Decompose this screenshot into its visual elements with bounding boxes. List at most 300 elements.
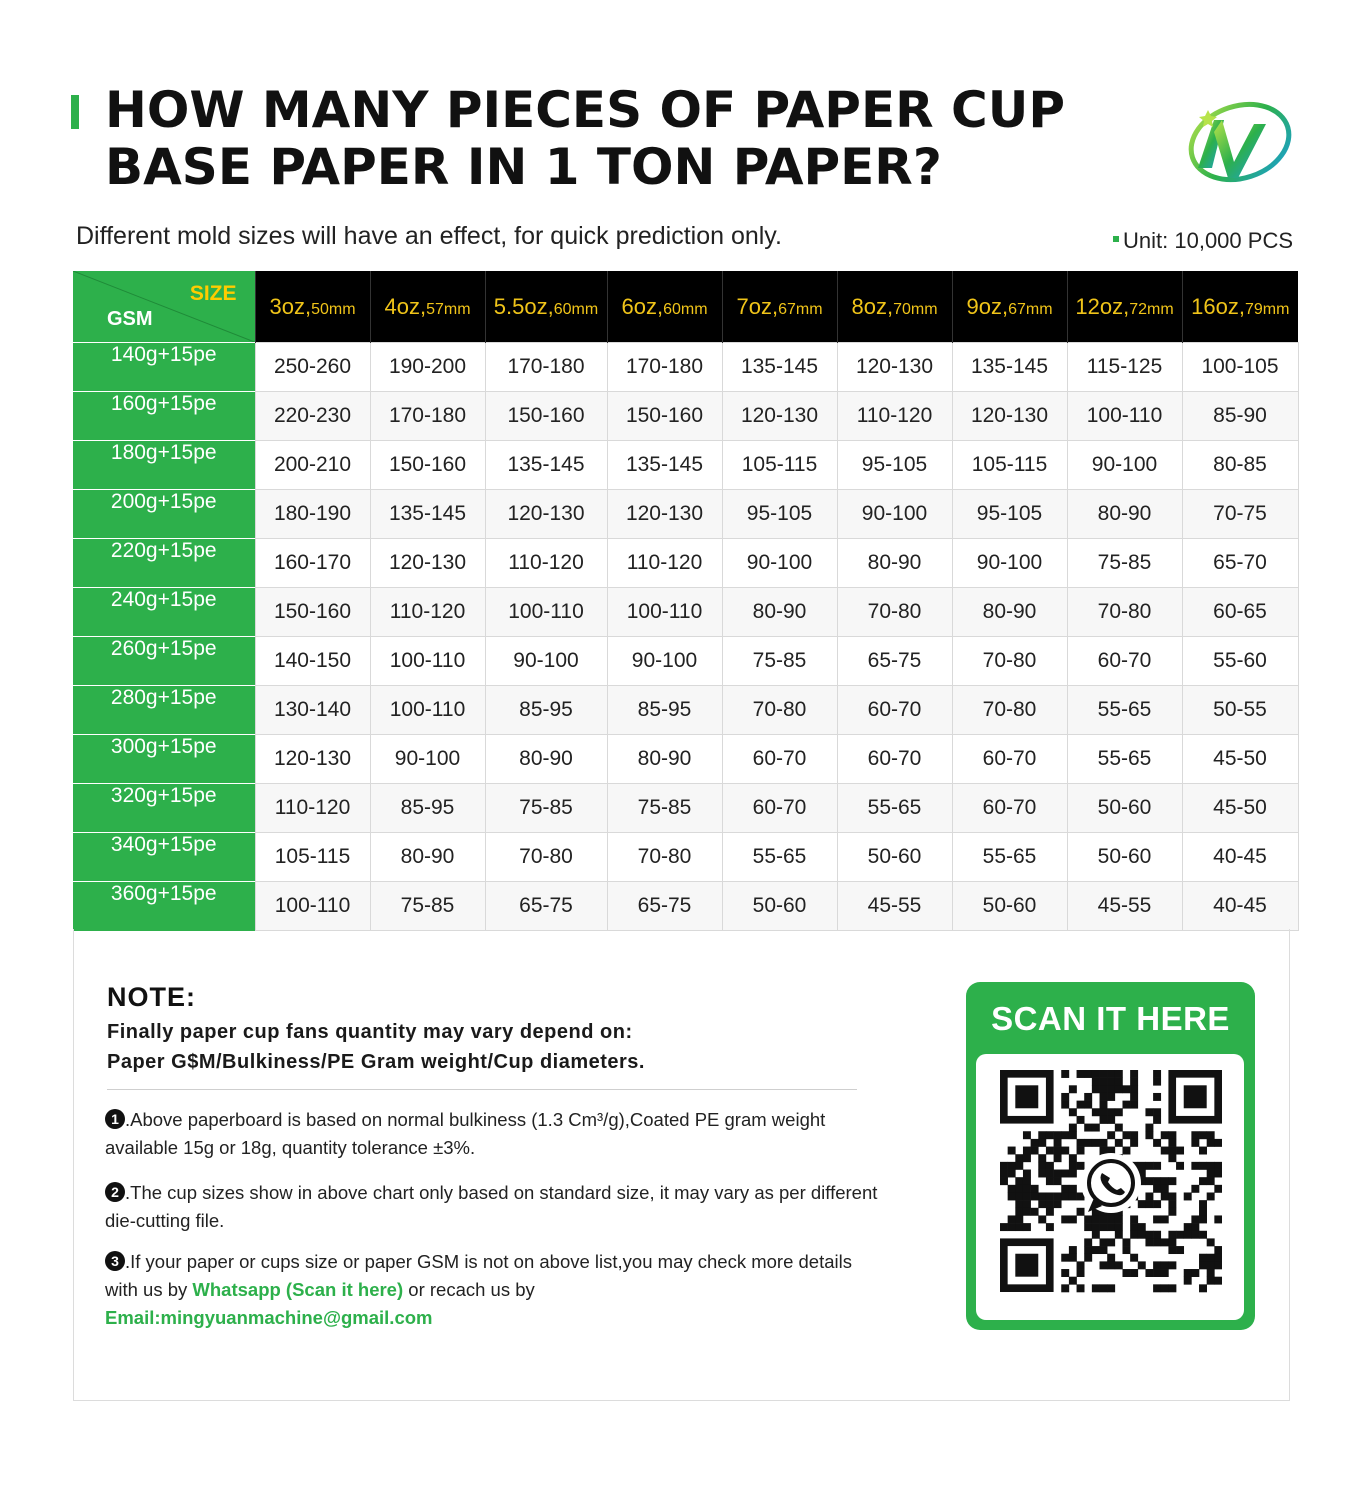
table-cell: 50-60 [722,882,837,931]
qr-module [1207,1277,1215,1285]
table-cell: 70-80 [1067,588,1182,637]
qr-module [1054,1177,1062,1185]
qr-module [1153,1215,1161,1223]
qr-module [1214,1277,1222,1285]
qr-module [1107,1085,1115,1093]
qr-module [1069,1162,1077,1170]
table-cell: 105-115 [255,833,370,882]
qr-module [1138,1223,1146,1231]
qr-module [1176,1147,1184,1155]
qr-module [1107,1070,1115,1078]
qr-module [1115,1108,1123,1116]
qr-module [1122,1085,1130,1093]
qr-module [1130,1254,1138,1262]
qr-module [1038,1192,1046,1200]
qr-module [1168,1139,1176,1147]
qr-module [1092,1078,1100,1086]
qr-module [1153,1261,1161,1269]
qr-module [1077,1284,1085,1292]
qr-module [1191,1223,1199,1231]
qr-module [1199,1231,1207,1239]
qr-module [1214,1162,1222,1170]
table-cell: 200-210 [255,441,370,490]
qr-module [1115,1078,1123,1086]
table-cell: 105-115 [952,441,1067,490]
qr-module [1191,1231,1199,1239]
qr-finder-inner [1015,1254,1038,1277]
qr-module [1122,1131,1130,1139]
table-cell: 90-100 [1067,441,1182,490]
table-cell: 70-80 [952,686,1067,735]
table-cell: 80-90 [485,735,607,784]
qr-module [1069,1170,1077,1178]
qr-module [1161,1261,1169,1269]
row-gsm-label: 320g+15pe [73,784,255,833]
qr-module [1153,1284,1161,1292]
qr-module [1145,1231,1153,1239]
qr-module [1107,1093,1115,1101]
table-cell: 85-95 [370,784,485,833]
qr-module [1069,1131,1077,1139]
note-line-2: Paper G$M/Bulkiness/PE Gram weight/Cup diameters. [107,1051,645,1073]
qr-module [1153,1078,1161,1086]
qr-module [1077,1269,1085,1277]
table-cell: 120-130 [370,539,485,588]
qr-module [1061,1093,1069,1101]
qr-module [1214,1139,1222,1147]
qr-module [1199,1162,1207,1170]
qr-module [1115,1231,1123,1239]
table-cell: 90-100 [722,539,837,588]
table-row [73,490,1298,539]
quantity-table [73,271,1299,931]
table-cell: 180-190 [255,490,370,539]
qr-module [1161,1185,1169,1193]
qr-module [1061,1215,1069,1223]
table-cell: 70-80 [607,833,722,882]
qr-module [1038,1139,1046,1147]
qr-module [1069,1246,1077,1254]
qr-module [1207,1254,1215,1262]
qr-module [1015,1215,1023,1223]
table-cell: 110-120 [370,588,485,637]
column-mm-label: 70mm [893,300,938,318]
table-cell: 170-180 [370,392,485,441]
qr-module [1008,1170,1016,1178]
qr-module [1077,1208,1085,1216]
column-header [1067,271,1182,343]
table-cell: 135-145 [607,441,722,490]
qr-module [1069,1108,1077,1116]
note-point-3 [105,1248,885,1332]
table-cell: 120-130 [485,490,607,539]
qr-module [1077,1070,1085,1078]
row-gsm-label: 280g+15pe [73,686,255,735]
qr-module [1008,1223,1016,1231]
table-cell: 110-120 [837,392,952,441]
table-cell: 250-260 [255,343,370,392]
qr-module [1199,1208,1207,1216]
whatsapp-link[interactable]: Whatsapp (Scan it here) [192,1279,404,1300]
table-cell: 50-60 [952,882,1067,931]
qr-module [1023,1208,1031,1216]
column-mm-label: 79mm [1244,300,1290,318]
qr-module [1061,1284,1069,1292]
qr-module [1115,1070,1123,1078]
corner-gsm-label: GSM [107,308,153,330]
table-cell: 80-90 [1067,490,1182,539]
table-cell: 90-100 [485,637,607,686]
qr-module [1214,1215,1222,1223]
table-cell: 55-60 [1182,637,1298,686]
note-point-3-middle: or recach us by [403,1279,535,1300]
corner-size-label: SIZE [189,282,237,305]
table-cell: 100-110 [370,637,485,686]
table-cell: 65-75 [607,882,722,931]
qr-module [1145,1269,1153,1277]
qr-module [1107,1284,1115,1292]
table-row [73,392,1298,441]
note-title: NOTE: [107,982,196,1012]
row-gsm-label: 160g+15pe [73,392,255,441]
qr-module [1138,1231,1146,1239]
qr-module [1038,1215,1046,1223]
table-cell: 65-75 [837,637,952,686]
table-cell: 135-145 [370,490,485,539]
column-mm-label: 72mm [1129,300,1174,318]
column-oz-label: 12oz, [1075,293,1130,319]
qr-module [1100,1284,1108,1292]
qr-module [1153,1238,1161,1246]
table-cell: 100-110 [607,588,722,637]
qr-module [1046,1208,1054,1216]
note-line-1: Finally paper cup fans quantity may vary depend on: [107,1021,633,1043]
qr-module [1023,1223,1031,1231]
qr-module [1077,1261,1085,1269]
qr-module [1214,1246,1222,1254]
table-cell: 55-65 [722,833,837,882]
table-row [73,441,1298,490]
column-oz-label: 8oz, [851,293,894,319]
table-cell: 100-105 [1182,343,1298,392]
row-gsm-label: 220g+15pe [73,539,255,588]
qr-module [1115,1124,1123,1132]
qr-module [1107,1116,1115,1124]
table-cell: 110-120 [607,539,722,588]
qr-module [1077,1116,1085,1124]
table-cell: 70-80 [952,637,1067,686]
qr-module [1054,1192,1062,1200]
qr-module [1115,1261,1123,1269]
qr-finder-inner [1015,1085,1038,1108]
qr-module [1069,1085,1077,1093]
table-row [73,686,1298,735]
column-oz-label: 5.5oz, [493,293,554,319]
table-cell: 120-130 [607,490,722,539]
qr-module [1069,1185,1077,1193]
qr-module [1100,1116,1108,1124]
qr-module [1168,1246,1176,1254]
column-oz-label: 3oz, [269,293,312,319]
table-cell: 100-110 [1067,392,1182,441]
qr-module [1077,1162,1085,1170]
column-header [1182,271,1298,343]
qr-module [1092,1246,1100,1254]
column-mm-label: 60mm [663,300,708,318]
table-cell: 95-105 [952,490,1067,539]
qr-module [1023,1185,1031,1193]
qr-module [1046,1147,1054,1155]
email-link[interactable]: Email:mingyuanmachine@gmail.com [105,1307,433,1328]
table-row [73,784,1298,833]
qr-module [1207,1170,1215,1178]
qr-module [1100,1147,1108,1155]
qr-module [1191,1131,1199,1139]
row-gsm-label: 200g+15pe [73,490,255,539]
qr-module [1092,1085,1100,1093]
qr-module [1199,1147,1207,1155]
table-cell: 55-65 [1067,735,1182,784]
table-cell: 50-60 [837,833,952,882]
table-cell: 150-160 [255,588,370,637]
qr-module [1199,1200,1207,1208]
table-cell: 65-75 [485,882,607,931]
qr-module [1000,1170,1008,1178]
table-cell: 105-115 [722,441,837,490]
table-cell: 190-200 [370,343,485,392]
qr-module [1153,1177,1161,1185]
qr-module [1214,1261,1222,1269]
qr-module [1153,1162,1161,1170]
table-cell: 120-130 [837,343,952,392]
qr-module [1054,1147,1062,1155]
qr-module [1207,1238,1215,1246]
note-point-1-text: .Above paperboard is based on normal bulkiness (1.3 Cm³/g),Coated PE gram weight available 15g or 18g, quantity tolerance ±3%. [105,1109,826,1158]
qr-module [1061,1269,1069,1277]
qr-module [1077,1147,1085,1155]
qr-module [1084,1254,1092,1262]
column-header [255,271,370,343]
table-cell: 120-130 [255,735,370,784]
table-cell: 40-45 [1182,833,1298,882]
table-row [73,588,1298,637]
qr-module [1107,1261,1115,1269]
qr-module [1153,1108,1161,1116]
page-title [105,82,1085,196]
qr-module [1122,1246,1130,1254]
qr-module [1168,1231,1176,1239]
qr-module [1130,1101,1138,1109]
table-cell: 70-80 [722,686,837,735]
row-gsm-label: 300g+15pe [73,735,255,784]
table-cell: 45-50 [1182,784,1298,833]
qr-module [1046,1162,1054,1170]
table-cell: 100-110 [485,588,607,637]
table-cell: 45-55 [1067,882,1182,931]
qr-module [1100,1070,1108,1078]
table-cell: 50-60 [1067,833,1182,882]
table-cell: 80-90 [837,539,952,588]
qr-module [1023,1200,1031,1208]
table-cell: 50-55 [1182,686,1298,735]
qr-module [1023,1192,1031,1200]
qr-finder-inner [1184,1085,1207,1108]
table-cell: 75-85 [722,637,837,686]
qr-module [1153,1185,1161,1193]
table-corner-cell [73,271,255,343]
number-2-icon: 2 [105,1182,125,1202]
qr-module [1038,1154,1046,1162]
qr-module [1092,1070,1100,1078]
qr-module [1176,1246,1184,1254]
table-header-row [73,271,1298,343]
column-header [952,271,1067,343]
qr-module [1153,1116,1161,1124]
unit-text: Unit: 10,000 PCS [1123,228,1293,253]
table-cell: 70-80 [837,588,952,637]
qr-module [1161,1269,1169,1277]
qr-module [1046,1192,1054,1200]
table-cell: 115-125 [1067,343,1182,392]
table-cell: 80-90 [607,735,722,784]
qr-module [1100,1108,1108,1116]
whatsapp-qr-code-icon[interactable] [1000,1070,1222,1296]
qr-module [1161,1147,1169,1155]
qr-module [1046,1177,1054,1185]
qr-code-box[interactable] [976,1054,1244,1320]
note-point-3-text: .If your paper or cups size or paper GSM is not on above list,you may check more details with us by [105,1251,852,1300]
table-cell: 170-180 [607,343,722,392]
qr-module [1000,1223,1008,1231]
table-cell: 50-60 [1067,784,1182,833]
table-cell: 220-230 [255,392,370,441]
qr-module [1168,1192,1176,1200]
qr-module [1023,1147,1031,1155]
column-oz-label: 16oz, [1191,293,1245,319]
table-cell: 80-90 [952,588,1067,637]
qr-module [1084,1093,1092,1101]
qr-module [1191,1215,1199,1223]
qr-module [1207,1192,1215,1200]
qr-module [1184,1277,1192,1285]
table-cell: 135-145 [952,343,1067,392]
row-gsm-label: 340g+15pe [73,833,255,882]
qr-module [1092,1284,1100,1292]
qr-module [1184,1223,1192,1231]
qr-module [1061,1147,1069,1155]
table-row [73,735,1298,784]
qr-module [1199,1215,1207,1223]
qr-module [1084,1215,1092,1223]
table-row [73,343,1298,392]
qr-module [1061,1254,1069,1262]
table-cell: 75-85 [1067,539,1182,588]
qr-module [1023,1170,1031,1178]
qr-module [1168,1238,1176,1246]
table-cell: 120-130 [722,392,837,441]
qr-module [1100,1238,1108,1246]
table-row [73,539,1298,588]
qr-module [1145,1177,1153,1185]
qr-module [1023,1177,1031,1185]
qr-module [1054,1131,1062,1139]
qr-module [1176,1231,1184,1239]
qr-module [1061,1170,1069,1178]
table-cell: 90-100 [370,735,485,784]
qr-module [1207,1162,1215,1170]
qr-module [1015,1200,1023,1208]
column-oz-label: 4oz, [384,293,427,319]
qr-module [1100,1139,1108,1147]
qr-module [1031,1139,1039,1147]
note-point-2 [105,1179,885,1235]
qr-module [1122,1147,1130,1155]
table-cell: 75-85 [485,784,607,833]
qr-module [1038,1200,1046,1208]
qr-module [1199,1177,1207,1185]
column-header [370,271,485,343]
qr-module [1061,1101,1069,1109]
table-cell: 60-70 [722,784,837,833]
qr-module [1168,1261,1176,1269]
note-point-2-text: .The cup sizes show in above chart only based on standard size, it may vary as per different die-cutting file. [105,1182,878,1231]
qr-module [1130,1131,1138,1139]
qr-module [1214,1185,1222,1193]
qr-module [1130,1215,1138,1223]
column-mm-label: 67mm [778,300,823,318]
table-cell: 85-90 [1182,392,1298,441]
number-3-icon: 3 [105,1251,125,1271]
qr-module [1153,1139,1161,1147]
qr-module [1130,1085,1138,1093]
qr-module [1207,1269,1215,1277]
qr-module [1191,1185,1199,1193]
table-cell: 110-120 [255,784,370,833]
qr-module [1061,1185,1069,1193]
qr-module [1107,1131,1115,1139]
qr-module [1100,1261,1108,1269]
qr-module [1069,1154,1077,1162]
qr-module [1145,1131,1153,1139]
qr-module [1107,1078,1115,1086]
qr-module [1176,1162,1184,1170]
table-cell: 135-145 [722,343,837,392]
unit-label [1113,228,1293,254]
qr-module [1038,1162,1046,1170]
row-gsm-label: 140g+15pe [73,343,255,392]
qr-module [1038,1131,1046,1139]
qr-module [1145,1192,1153,1200]
qr-module [1130,1223,1138,1231]
note-point-1 [105,1106,885,1162]
qr-module [1046,1131,1054,1139]
number-1-icon: 1 [105,1109,125,1129]
qr-module [1153,1200,1161,1208]
table-cell: 100-110 [255,882,370,931]
qr-module [1054,1154,1062,1162]
column-oz-label: 7oz, [736,293,779,319]
qr-module [1031,1208,1039,1216]
qr-module [1046,1200,1054,1208]
table-cell: 45-55 [837,882,952,931]
row-gsm-label: 180g+15pe [73,441,255,490]
table-cell: 95-105 [722,490,837,539]
table-cell: 70-80 [485,833,607,882]
qr-module [1138,1162,1146,1170]
qr-module [1092,1124,1100,1132]
table-cell: 160-170 [255,539,370,588]
qr-module [1100,1223,1108,1231]
